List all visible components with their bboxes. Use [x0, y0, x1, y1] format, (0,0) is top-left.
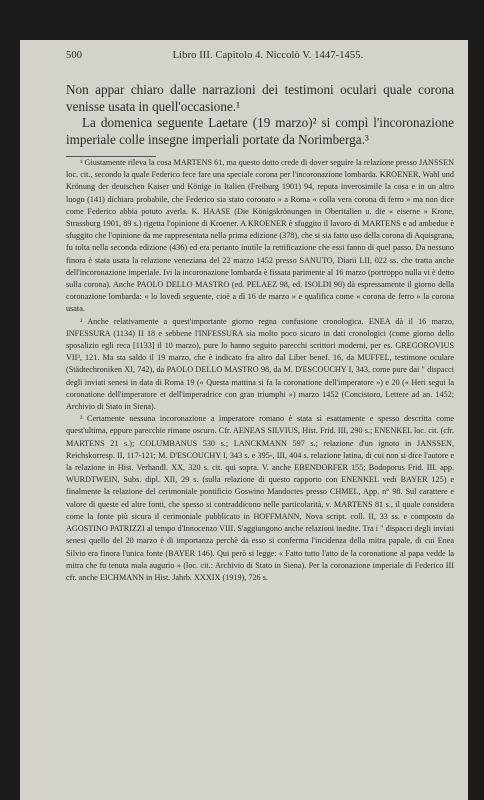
running-header: [66, 50, 454, 61]
footnote-1: ¹ Giustamente rileva la cosa MARTENS 61, ma questo dotto crede di dover seguire la relazione presso JANSSEN loc. cit., secondo la quale Federico fece fare una speciale corona per l'incoronazione lombarda. KROENER, Wahl und Krönung der deutschen Kaiser und Könige in Italien (Freiburg 1901) 94, reputa inverosimile la cosa e in un altro luogo (141) dichiara probabile, che Federico sia stato coronato » a Roma « colla vera corona di ferro » ma non dice come Federico abbia potuto averla. K. HAASE (Die Königskrönungen in Oberitalien u. die « eiserne » Krone, Strassburg 1901, 89 s.) rigetta l'opinione di Kroener. A KROENER è sfuggito il lavoro di MARTENS e ad ambedue è sfuggito che l'opinione da me rappresentata nella prima edizione (378), che si sia fatto uso della corona di Aquisgrana, fu tolta nella seconda edizione (436) ed era pertanto inutile la rettificazione che essi fanno di quel passo. Da nessuno finora è stata usata la relazione veneziana del 22 marzo 1452 presso SANUTO, Diarii LII, 022 ss. che tratta anche dell'incoronazione imperiale. Ivi la incoronazione lombarda è fissata parimente al 16 marzo (portroppo nulla vi è detto sulla corona). Anche PAOLO DELLO MASTRO (ed. PELAEZ 98, ed. ISOLDI 90) dà espressamente il giorno della coronazione lombarda: « lo lovedì seguente, cioè a dì 16 de marzo » e qualifica come « corona de ferro » la corona usata.: [66, 158, 454, 314]
running-title: Libro III. Capitolo 4. Niccolò V. 1447-1455.: [172, 50, 364, 61]
footnote-2: ² Anche relativamente a quest'importante giorno regna confusione cronologica. ENEA dà il 16 marzo, INFESSURA (1134) II 18 e sebbene l'INFESSURA sia molto poco sicuro in dati cronologici (come giorno dello sposalizio egli reca [1133] il 10 marzo), pure lo hanno seguito parecchi scrittori moderni, per es. GREGOROVIUS VII³, 121. Ma sta saldo il 19 marzo, che è indicato fra altro dal Liber benef. 16, da MUFFEL, testimone oculare (Städtechroniken XI, 742), da PAOLO DELLO MASTRO 98, da M. D'ESCOUCHY I, 343, come pure dai " dispacci degli inviati senesi in data di Roma 19 (« Questa mattina si fa la coronatione dell'imperatore ») e 20 (« Heri segui la coronatione dell'imperatore et dell'imperadrice con gran triumphi ») marzo 1452 (Concistoro, Lettere ad an. 1452; Archivio di Stato in Siena).: [66, 316, 454, 412]
paragraph-2: La domenica seguente Laetare (19 marzo)² si compì l'incoronazione imperiale colle insegne imperiali portate da Norimberga.³: [66, 115, 454, 147]
footnote-3: ³ Certamente nessuna incoronazione a imperatore romano è stata sì esattamente e spesso descritta come quest'ultima, eppure parecchie rimane oscuro. Cfr. AENEAS SILVIUS, Hist. Frid. III, 290 s.; ENENKEL loc. cit. (cfr. MARTENS 21 s.); COLUMBANUS 530 s.; LANCKMANN 597 s.; relazione d'un ignoto in JANSSEN, Reichskorresp. II, 117-121; M. D'ESCOUCHY I, 343 s. e 395-, III, 404 s. relazione latina, di cui non si dice l'autore e la relazione in Hist. Verhandl. XX, 320 s. cit. qui sopra. V. anche EBENDORFER 155; Bodoporus Frid. III. app. WURDTWEIN, Subs. dipl. XII, 29 s. (sulla relazione di questo rapporto con ENENKEL vedi BAYER 125) e finalmente la relazione del cerimoniale pontificio Goswino Mandoctes presso CHMEL, App. n° 98. Sul carattere e valore di queste ed altre fonti, che spesso si contraddicono nelle particolarità, v. MARTENS 81 s., il quale considera come la fonte più sicura il cerimoniale pubblicato in HOFFMANN, Nova script. coll. II, 33 ss. e composto da AGOSTINO PATRIZZI al tempo d'Innocenzo VIII. S'aggiungono anche relazioni inedite. Tra i " dispacci degli inviati senesi quello del 20 marzo è di importanza perchè da esso si conferma l'incidenza della mitra papale, di cui Enea Silvio era finora l'unica fonte (BAYER 146). Qui però si legge: « Fatto tutto l'atto de la coronatione al papa vedde la mitra che fu tenuta mala augurio » (loc. cit.: Archivio di Stato in Siena). Per la coronazione imperiale di Federico III cfr. anche EICHMANN in Hist. Jahrb. XXXIX (1919), 726 s.: [66, 414, 454, 582]
book-page: [20, 40, 468, 800]
footnotes: [66, 157, 454, 584]
main-text: [66, 82, 454, 148]
page-number: 500: [66, 50, 83, 61]
paragraph-1: Non appar chiaro dalle narrazioni dei testimoni oculari quale corona venisse usata in quell'occasione.¹: [66, 82, 454, 114]
